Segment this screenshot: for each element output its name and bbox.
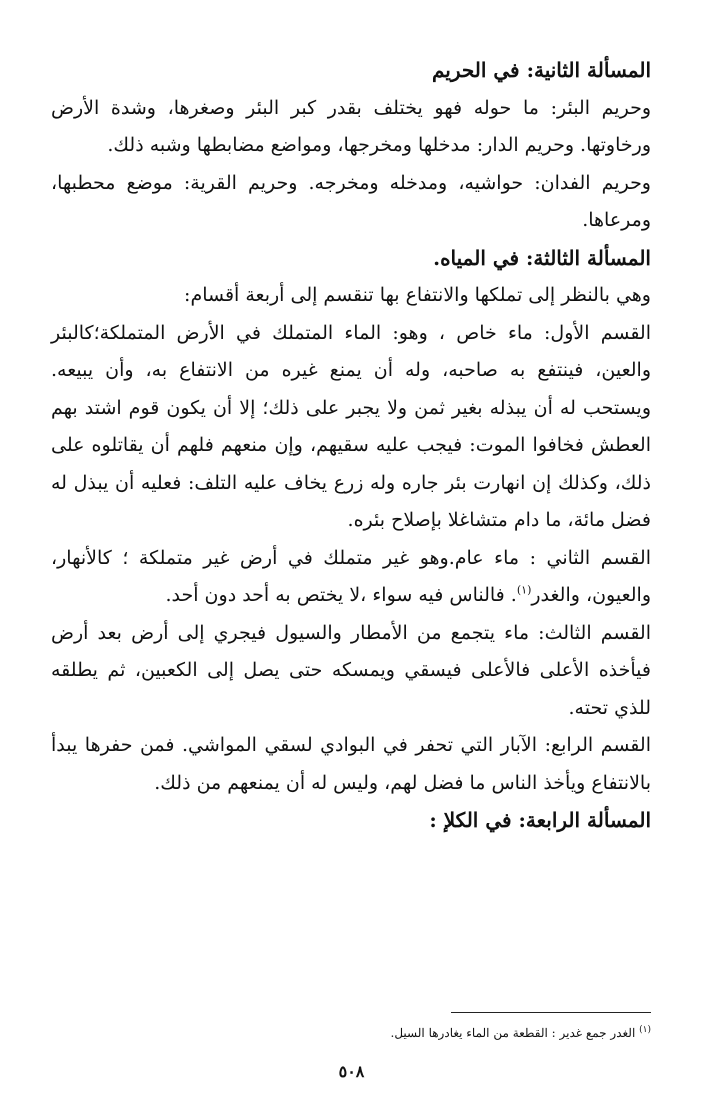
paragraph-third-section: القسم الثالث: ماء يتجمع من الأمطار والسيول فيجري إلى أرض بعد أرض فيأخذه الأعلى فالأعلى فيسقي ويمسكه حتى يصل إلى الكعبين، ثم يطلقه للذي تحته. <box>51 621 651 719</box>
section-heading-pasture: المسألة الرابعة: في الكلإ : <box>429 808 651 832</box>
section-heading-water: المسألة الثالثة: في المياه. <box>433 245 651 270</box>
footnote-number: (١) <box>639 1025 651 1035</box>
body-text <box>51 52 651 840</box>
footnote-divider <box>451 1012 651 1013</box>
footnote-text: الغدر جمع غدير : القطعة من الماء يغادرها السيل. <box>390 1026 636 1040</box>
page-number: ٥٠٨ <box>338 1062 365 1081</box>
paragraph-second-section <box>51 540 651 615</box>
section-heading-haram: المسألة الثانية: في الحريم <box>431 58 651 82</box>
second-section-text: القسم الثاني : ماء عام.وهو غير متملك في أرض غير متملكة ؛ كالأنهار، والعيون، والغدر <box>51 546 651 606</box>
paragraph-haram-well: وحريم البئر: ما حوله فهو يختلف بقدر كبر البئر وصغرها، وشدة الأرض ورخاوتها. وحريم الدار: مدخلها ومخرجها، ومواضع مضابطها وشبه ذلك. <box>51 96 651 156</box>
paragraph-water-intro: وهي بالنظر إلى تملكها والانتفاع بها تنقسم إلى أربعة أقسام: <box>184 284 651 306</box>
paragraph-fourth-section: القسم الرابع: الآبار التي تحفر في البوادي لسقي المواشي. فمن حفرها يبدأ بالانتفاع ويأخذ الناس ما فضل لهم، وليس له أن يمنعهم من ذلك. <box>51 734 651 794</box>
paragraph-haram-field: وحريم الفدان: حواشيه، ومدخله ومخرجه. وحريم القرية: موضع محطبها، ومرعاها. <box>51 171 651 231</box>
paragraph-first-section: القسم الأول: ماء خاص ، وهو: الماء المتملك في الأرض المتملكة؛كالبئر والعين، فينتفع به صاحبه، وله أن يمنع غيره من الانتفاع به، وأن يبيعه. ويستحب له أن يبذله بغير ثمن ولا يجبر على ذلك؛ إلا أن يكون قوم اشتد بهم العطش فخافوا الموت: فيجب عليه سقيهم، وإن منعهم فلهم أن يقاتلوه على ذلك، وكذلك إن انهارت بئر جاره وله زرع يخاف عليه التلف: فعليه أن يبذل له فضل مائة، ما دام متشاغلا بإصلاح بئره. <box>51 321 651 531</box>
footnote-reference: (١) <box>516 583 532 597</box>
second-section-text-end: . فالناس فيه سواء ،لا يختص به أحد دون أحد. <box>165 584 517 606</box>
footnote <box>51 1024 651 1042</box>
